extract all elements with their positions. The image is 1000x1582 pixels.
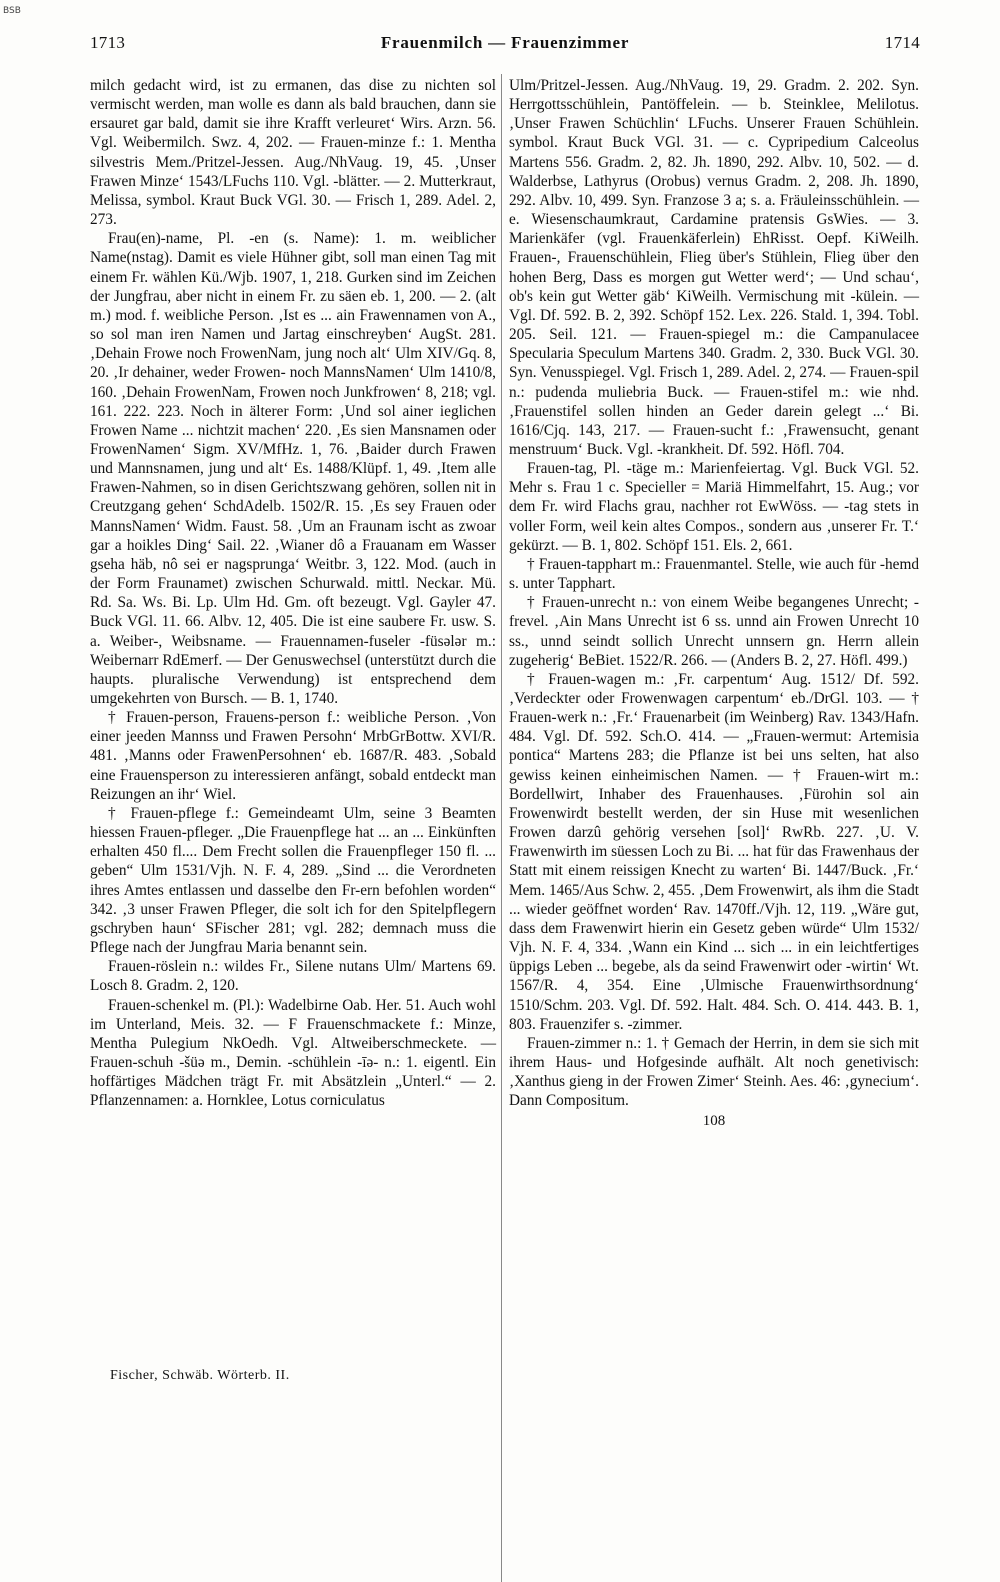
signature-mark: 108 bbox=[702, 1113, 726, 1130]
entry-paragraph: milch gedacht wird, ist zu ermanen, das dise zu nichten sol vermischt werden, man wolle es dann als bald brauchen, dann sie ersauret gar bald, damit sie ihre Krafft verleuret‘ Wirs. Arzn. 56. Vgl. Weibermilch. Swz. 4, 202. — Frauen-minze f.: 1. Mentha silvestris Mem./Pritzel-Jessen. Aug./NhVaug. 19, 45. ‚Unser Frawen Minze‘ 1543/LFuchs 110. Vgl. -blätter. — 2. Mutterkraut, Melissa, symbol. Kraut Buck VGl. 30. — Frisch 1, 289. Adel. 2, 273. bbox=[90, 77, 496, 229]
running-header bbox=[90, 33, 920, 57]
entry-paragraph: † Frauen-unrecht n.: von einem Weibe begangenes Unrecht; -frevel. ‚Ain Mans Unrecht ist 6 ss. unnd ain Frowen Unrecht 10 ss., unnd seindt sollich Unrecht unnsern gn. Herrn allein zugeherig‘ BeBiet. 1522/R. 266. — (Anders B. 2, 27. Höfl. 499.) bbox=[509, 594, 919, 669]
library-stamp: BSB bbox=[3, 6, 21, 16]
entry-paragraph: Ulm/Pritzel-Jessen. Aug./NhVaug. 19, 29. Gradm. 2. 202. Syn. Herrgottsschühlein, Pantöffelein. — b. Steinklee, Melilotus. ‚Unser Frawen Schüchlin‘ LFuchs. Unserer Frauen Schühlein. symbol. Kraut Buck VGl. 31. — c. Cypripedium Calceolus Martens 556. Gradm. 2, 82. Jh. 1890, 292. Albv. 10, 502. — d. Walderbse, Lathyrus (Orobus) vernus Gradm. 2, 208. Jh. 1890, 292. Albv. 10, 499. Syn. Franzose 3 a; s. a. Fräuleinsschühlein. — e. Wiesenschaumkraut, Cardamine pratensis GsWies. — 3. Marienkäfer (vgl. Frauenkäferlein) EhRisst. Oepf. KiWeilh. Frauen-, Frauenschühlein, Flieg über's Stühlein, Flieg über den hohen Berg, Dass es morgen gut Wetter werd‘; — Und schau‘, ob's kein gut Wetter gäb‘ KiWeilh. Vermischung mit -külein. — Vgl. Df. 592. B. 2, 392. Schöpf 152. Lex. 226. Stald. 1, 394. Tobl. 205. Seil. 121. — Frauen-spiegel m.: die Campanulacee Specularia Speculum Martens 340. Gradm. 2, 330. Buck VGl. 30. Syn. Venusspiegel. Vgl. Frisch 1, 289. Adel. 2, 274. — Frauen-spil n.: pudenda muliebria Buck. — Frauen-stifel m.: wie nhd. ‚Frauenstifel sollen hinden an Geder darein gelegt ...‘ Bi. 1616/Cjq. 143, 217. — Frauen-sucht f.: ‚Frawensucht, genant menstruum‘ Buck. Vgl. -krankheit. Df. 592. Höfl. 704. bbox=[509, 77, 919, 458]
entry-paragraph: Frau(en)-name, Pl. -en (s. Name): 1. m. weiblicher Name(nstag). Damit es viele Hühner gibt, soll man einen Tag mit einem Fr. wählen Kü./Wjb. 1907, 1, 218. Gurken sind im Zeichen der Jungfrau, aber nicht in einem Fr. zu säen eb. 1, 200. — 2. (alt m.) mod. f. weibliche Person. ‚Ist es ... ain Frawennamen von A., so sol man iren Namen und Jartag einschreyben‘ AugSt. 281. ‚Dehain Frowe noch FrowenNam, jung noch alt‘ Ulm XIV/Gq. 8, 20. ‚Ir dehainer, weder Frowen- noch MannsNamen‘ Ulm 1410/8, 160. ‚Dehain FrowenNam, Frowen noch Junkfrowen‘ 8, 218; vgl. 161. 222. 223. Noch in älterer Form: ‚Und sol ainer ieglichen Frowen Name ... nichtzit machen‘ 220. ‚Es sien Mansnamen oder FrowenNamen‘ Sigm. XV/MfHz. 1, 76. ‚Baider durch Frawen und Mannsnamen, jung und alt‘ Es. 1488/Klüpf. 1, 49. ‚Item alle Frawen-Nahmen, so in disen Gerichtszwang gehören, sollen nit in Creutzgang gehen‘ SchdAdelb. 1502/R. 15. ‚Es sey Frauen oder MannsNamen‘ Widm. Faust. 58. ‚Um an Fraunam ischt as zwoar gar a hoikles Ding‘ Sail. 22. ‚Wianer dô a Frauanam em Wasser gseha häb, nô sei er nagsprunga‘ Weitbr. 3, 122. Mod. (auch in der Form Fraunamet) zwischen Schurwald. mittl. Neckar. Mü. Rd. Sa. Ws. Bi. Lp. Ulm Hd. Gm. oft bezeugt. Vgl. Gayler 47. Buck VGl. 11. 66. Albv. 12, 405. Die ist eine saubere Fr. usw. S. a. Weiber-, Weibsname. — Frauennamen-fuseler -füsələr m.: Weibernarr RdEmerf. — Der Genuswechsel (unterstützt durch die haupts. pluralische Verwendung) ist entsprechend dem umgekehrten von Bursch. — B. 1, 1740. bbox=[90, 230, 496, 707]
entry-paragraph: Frauen-schenkel m. (Pl.): Wadelbirne Oab. Her. 51. Auch wohl im Unterland, Meis. 32. — F Frauenschmackete f.: Minze, Mentha Pulegium NkOedh. Vgl. Altweiberschmeckete. — Frauen-schuh -šüə m., Demin. -schühlein -īə- n.: 1. eigentl. Ein hoffärtiges Mädchen trägt Fr. mit Absätzlein „Unterl.“ — 2. Pflanzennamen: a. Hornklee, Lotus corniculatus bbox=[90, 996, 496, 1110]
footer-imprint: Fischer, Schwäb. Wörterb. II. bbox=[110, 1368, 290, 1383]
entry-paragraph: † Frauen-wagen m.: ‚Fr. carpentum‘ Aug. 1512/ Df. 592. ‚Verdeckter oder Frowenwagen carpentum‘ eb./DrGl. 103. — † Frauen-werk n.: ‚Fr.‘ Frauenarbeit (im Weinberg) Rav. 1343/Hafn. 484. Vgl. Df. 592. Sch.O. 414. — „Frauen-wermut: Artemisia pontica“ Martens 283; die Pflanze ist bei uns selten, hat also gewiss keinen einheimischen Namen. — † Frauen-wirt m.: Bordellwirt, Inhaber des Frauenhauses. ‚Fürohin sol ain Frowenwirdt bestellt werden, der sin Huse mit wesenlichen Frowen darzû gehörig versehen [sol]‘ RwRb. 227. ‚U. V. Frawenwirth im süessen Loch zu Bi. ... hat für das Frawenhaus der Statt mit einem reissigen Knecht zu warten‘ Bi. 1447/Buck. ‚Fr.‘ Mem. 1465/Aus Schw. 2, 455. ‚Dem Frowenwirt, als ihm die Stadt ... wieder geöffnet worden‘ Rav. 1470ff./Vjh. 12, 119. „Wäre gut, dass dem Frawenwirt hierin ein Gesetz geben würde“ Ulm 1532/ Vjh. N. F. 4, 334. ‚Wann ein Kind ... sich ... in ein leichtfertiges üppigs Leben ... begebe, als da seind Frawenwirt oder -wirtin‘ Wt. 1567/R. 4, 354. Eine ‚Ulmische Frauenwirthsordnung‘ 1510/Schm. 203. Vgl. Df. 592. Halt. 484. Sch. O. 414. 443. B. 1, 803. Frauenzifer s. -zimmer. bbox=[509, 670, 919, 1033]
entry-paragraph: † Frauen-tapphart m.: Frauenmantel. Stelle, wie auch für -hemd s. unter Tapphart. bbox=[509, 555, 919, 593]
entry-paragraph: Frauen-zimmer n.: 1. † Gemach der Herrin, in dem sie sich mit ihrem Haus- und Hofgesinde aufhält. Alt noch genetivisch: ‚Xanthus gieng in der Frowen Zimer‘ Steinh. Aes. 46: ‚gynecium‘. Dann Compositum. bbox=[509, 1034, 919, 1110]
left-column bbox=[90, 76, 496, 1110]
page-number-right: 1714 bbox=[884, 33, 920, 52]
column-divider bbox=[501, 74, 502, 1582]
entry-paragraph: † Frauen-pflege f.: Gemeindeamt Ulm, seine 3 Beamten hiessen Frauen-pfleger. „Die Frauenpflege hat ... an ... Einkünften erhalten 450 fl.... Dem Frecht sollen die Frauenpfleger 150 fl. ... geben“ Ulm 1531/Vjh. N. F. 4, 289. „Sind ... die Verordneten ihres Amtes entlassen und dasselbe den Fr-ern befohlen worden“ 342. ‚3 unser Frawen Pfleger, die solt ich for den Spitelpflegern gschryben haun‘ SFischer 281; vgl. 282; demnach muss die Pflege nach der Jungfrau Maria benannt sein. bbox=[90, 804, 496, 957]
right-column bbox=[509, 76, 919, 1132]
entry-paragraph: Frauen-röslein n.: wildes Fr., Silene nutans Ulm/ Martens 69. Losch 8. Gradm. 2, 120. bbox=[90, 958, 496, 995]
page-number-left: 1713 bbox=[90, 33, 126, 52]
entry-paragraph: Frauen-tag, Pl. -täge m.: Marienfeiertag. Vgl. Buck VGl. 52. Mehr s. Frau 1 c. Specieller = Mariä Himmelfahrt, 15. Aug.; vor dem Fr. wird Flachs grau, nachher rot EwWöss. — -tag stets in voller Form, weil kein altes Compos., sondern aus ‚unserer Fr. T.‘ gekürzt. — B. 1, 802. Schöpf 151. Els. 2, 661. bbox=[509, 460, 919, 554]
running-title: Frauenmilch — Frauenzimmer bbox=[380, 33, 630, 52]
entry-paragraph: † Frauen-person, Frauens-person f.: weibliche Person. ‚Von einer jeeden Mannss und Frawen Persohn‘ MrbGrBottw. XVI/R. 481. ‚Manns oder FrawenPersohnen‘ eb. 1687/R. 483. ‚Sobald eine Frauensperson zu interessieren anfängt, sobald entdeckt man Reizungen an ihr‘ Wiel. bbox=[90, 709, 496, 803]
